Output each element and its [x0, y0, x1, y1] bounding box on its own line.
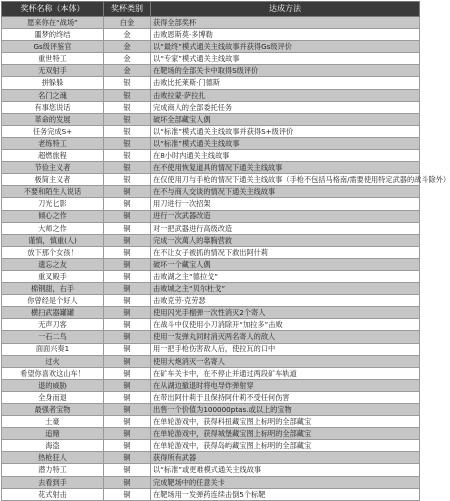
- trophy-method-cell: 击败拉蒙·萨拉扎: [151, 89, 420, 101]
- trophy-method-cell: 使用闪光手榴弹一次性消灭2个寄人: [151, 307, 420, 319]
- trophy-type-cell: 铜: [104, 295, 151, 307]
- table-row: [2, 198, 420, 210]
- trophy-name-cell: 噩梦的终结: [2, 29, 104, 41]
- trophy-method-cell: 击败恩斯莫·多博勒: [151, 29, 420, 41]
- trophy-type-cell: 银: [104, 77, 151, 89]
- trophy-type-cell: 铜: [104, 283, 151, 295]
- table-row: [2, 319, 420, 331]
- trophy-name-cell: 愿来你在“战场”: [2, 17, 104, 29]
- trophy-type-cell: 铜: [104, 319, 151, 331]
- table-row: [2, 404, 420, 416]
- trophy-method-cell: 以“标准”或更难模式通关主线故事: [151, 464, 420, 476]
- table-row: [2, 246, 420, 258]
- trophy-name-cell: 横扫武器罐罐: [2, 307, 104, 319]
- table-row: [2, 391, 420, 403]
- trophy-method-cell: 在战斗中仅使用小刀消除开“加拉多”击败: [151, 319, 420, 331]
- trophy-rows: [2, 17, 450, 501]
- trophy-type-cell: 银: [104, 150, 151, 162]
- trophy-type-cell: 铜: [104, 440, 151, 452]
- trophy-method-cell: 使用大炮消灭一名寄人: [151, 355, 420, 367]
- table-row: [2, 41, 420, 53]
- trophy-method-cell: 在单轮游戏中，获得城堡藏宝图上标明的全部藏宝: [151, 428, 420, 440]
- trophy-name-cell: 过火: [2, 355, 104, 367]
- trophy-method-cell: 用一把手枪伤害敌人后，使拉瓦的口中: [151, 343, 420, 355]
- trophy-method-cell: 在矿车关卡中，在不停止并通过两段矿车轨道: [151, 367, 420, 379]
- table-row: [2, 464, 420, 476]
- trophy-method-cell: 在靶场的全部关卡中取得S级评价: [151, 65, 420, 77]
- trophy-type-cell: 铜: [104, 331, 151, 343]
- table-row: [2, 416, 420, 428]
- table-row: [2, 234, 420, 246]
- trophy-method-cell: 对一把武器进行高级改造: [151, 222, 420, 234]
- table-row: [2, 137, 420, 149]
- table-row: [2, 258, 420, 270]
- trophy-name-cell: 退的威胁: [2, 379, 104, 391]
- trophy-type-cell: 银: [104, 89, 151, 101]
- trophy-method-cell: 完成一次萬人的靠胸营救: [151, 234, 420, 246]
- table-row: [2, 452, 420, 464]
- table-row: [2, 77, 420, 89]
- table-row: [2, 476, 420, 488]
- trophy-method-cell: 击败城之主“贝尔杜戈”: [151, 283, 420, 295]
- trophy-method-cell: 出售一个价值为100000ptas.或以上的宝物: [151, 404, 420, 416]
- trophy-type-cell: 铜: [104, 270, 151, 282]
- trophy-name-cell: 一石二鸟: [2, 331, 104, 343]
- trophy-method-cell: 用刀进行一次招架: [151, 198, 420, 210]
- trophy-name-cell: 最强者宝物: [2, 404, 104, 416]
- trophy-name-cell: Gs级评鉴官: [2, 41, 104, 53]
- table-row: [2, 295, 420, 307]
- trophy-name-cell: 花式射击: [2, 488, 104, 500]
- trophy-name-cell: 有事您说话: [2, 101, 104, 113]
- table-row: [2, 343, 420, 355]
- trophy-name-cell: 土豪: [2, 416, 104, 428]
- table-row: [2, 125, 420, 137]
- trophy-method-cell: 在不使用恢复道具的情况下通关主线故事: [151, 162, 420, 174]
- trophy-method-cell: 击败湖之主“德拉戈”: [151, 270, 420, 282]
- trophy-type-cell: 铜: [104, 488, 151, 500]
- trophy-type-cell: 银: [104, 113, 151, 125]
- trophy-name-cell: 遗忘之友: [2, 258, 104, 270]
- table-row: [2, 150, 420, 162]
- trophy-name-cell: 不要和陌生人说话: [2, 186, 104, 198]
- trophy-name-cell: 全身而退: [2, 391, 104, 403]
- trophy-type-cell: 金: [104, 53, 151, 65]
- trophy-type-cell: 铜: [104, 404, 151, 416]
- trophy-type-cell: 铜: [104, 391, 151, 403]
- trophy-type-cell: 银: [104, 174, 151, 186]
- table-row: [2, 174, 420, 186]
- table-row: [2, 29, 420, 41]
- table-row: [2, 53, 420, 65]
- trophy-table: [1, 1, 450, 501]
- table-row: [2, 270, 420, 282]
- table-row: [2, 89, 420, 101]
- trophy-name-cell: 重世特工: [2, 53, 104, 65]
- trophy-method-cell: 破坏一个藏宝人偶: [151, 258, 420, 270]
- trophy-type-cell: 铜: [104, 476, 151, 488]
- trophy-type-cell: 银: [104, 101, 151, 113]
- table-row: [2, 101, 420, 113]
- trophy-type-cell: 银: [104, 137, 151, 149]
- trophy-type-cell: 铜: [104, 367, 151, 379]
- trophy-method-cell: 在带出阿什莉于且保持阿什莉不受任何伤害: [151, 391, 420, 403]
- trophy-name-cell: 任务完成S+: [2, 125, 104, 137]
- trophy-type-cell: 铜: [104, 234, 151, 246]
- trophy-type-cell: 铜: [104, 428, 151, 440]
- trophy-method-cell: 获得所有武器: [151, 452, 420, 464]
- trophy-name-cell: 追赌: [2, 428, 104, 440]
- trophy-type-cell: 铜: [104, 307, 151, 319]
- trophy-method-cell: 在不让女子被抓的情况下救出阿什莉: [151, 246, 420, 258]
- trophy-name-cell: 节俭主义者: [2, 162, 104, 174]
- trophy-method-cell: 在不与商人交谈的情况下通关主线故事: [151, 186, 420, 198]
- trophy-method-cell: 以“最终”模式通关主线故事并获得Gs级评价: [151, 41, 420, 53]
- trophy-method-cell: 以“专家”模式通关主线故事: [151, 53, 420, 65]
- trophy-name-cell: 老练特工: [2, 137, 104, 149]
- trophy-type-cell: 铜: [104, 416, 151, 428]
- table-row: [2, 162, 420, 174]
- trophy-name-cell: 大师之作: [2, 222, 104, 234]
- trophy-type-cell: 铜: [104, 198, 151, 210]
- trophy-method-cell: 以“标准”模式通关主线故事: [151, 137, 420, 149]
- table-row: [2, 367, 420, 379]
- trophy-type-cell: 金: [104, 41, 151, 53]
- trophy-method-cell: 在从湖边撤退时将电导炸弹射穿: [151, 379, 420, 391]
- trophy-method-cell: 完成靶场中的任意关卡: [151, 476, 420, 488]
- trophy-name-cell: 面面兴奏1: [2, 343, 104, 355]
- table-row: [2, 283, 420, 295]
- trophy-name-cell: 放下那个女孩！: [2, 246, 104, 258]
- trophy-method-cell: 击败克劳·克劳瑟: [151, 295, 420, 307]
- trophy-type-cell: 白金: [104, 17, 151, 29]
- trophy-type-cell: 银: [104, 162, 151, 174]
- trophy-method-cell: 完成商人的全部委托任务: [151, 101, 420, 113]
- trophy-type-cell: 铜: [104, 379, 151, 391]
- trophy-type-cell: 金: [104, 65, 151, 77]
- trophy-name-cell: 革命的发展: [2, 113, 104, 125]
- trophy-name-cell: 去看到手: [2, 476, 104, 488]
- table-row: [2, 331, 420, 343]
- trophy-method-cell: 在仅使用刀与手枪的情况下通关主线故事（手枪不包括马格南/需要使用特定武器的战斗除外）: [151, 174, 420, 186]
- table-row: [2, 488, 420, 500]
- trophy-name-cell: 超燃旅程: [2, 150, 104, 162]
- trophy-name-cell: 海盗: [2, 440, 104, 452]
- table-row: [2, 210, 420, 222]
- trophy-type-cell: 金: [104, 29, 151, 41]
- trophy-method-cell: 在单轮游戏中，获得岛屿藏宝图上标明的全部藏宝: [151, 440, 420, 452]
- trophy-method-cell: 破坏全部藏宝人偶: [151, 113, 420, 125]
- trophy-name-cell: 无双射手: [2, 65, 104, 77]
- trophy-name-cell: 重叉殿手: [2, 270, 104, 282]
- trophy-type-cell: 铜: [104, 343, 151, 355]
- trophy-method-cell: 在单轮游戏中，获得科扭藏宝图上标明的全部藏宝: [151, 416, 420, 428]
- trophy-type-cell: 银: [104, 125, 151, 137]
- trophy-name-cell: 棉钢甜，右手: [2, 283, 104, 295]
- trophy-method-cell: 在靶场用一发弹药连续击倒5个标靶: [151, 488, 420, 500]
- trophy-type-cell: 铜: [104, 246, 151, 258]
- trophy-name-cell: 潜力特工: [2, 464, 104, 476]
- trophy-name-cell: 刀光匕影: [2, 198, 104, 210]
- trophy-method-cell: 获得全部奖杯: [151, 17, 420, 29]
- table-row: [2, 222, 420, 234]
- trophy-name-cell: 谨慎，慎重(人): [2, 234, 104, 246]
- table-row: [2, 440, 420, 452]
- trophy-name-cell: 热枪狂人: [2, 452, 104, 464]
- table-row: [2, 379, 420, 391]
- table-row: [2, 17, 420, 29]
- table-row: [2, 65, 420, 77]
- trophy-method-cell: 击败比托莱斯·门德斯: [151, 77, 420, 89]
- trophy-name-cell: 倾心之作: [2, 210, 104, 222]
- table-row: [2, 186, 420, 198]
- table-row: [2, 355, 420, 367]
- table-row: [2, 307, 420, 319]
- table-row: [2, 113, 420, 125]
- header-name: 奖杯名称（本体）: [2, 2, 104, 17]
- table-header-row: [2, 2, 420, 17]
- trophy-type-cell: 铜: [104, 222, 151, 234]
- trophy-method-cell: 以“标准”模式通关主线故事并获得S+级评价: [151, 125, 420, 137]
- trophy-type-cell: 铜: [104, 210, 151, 222]
- trophy-type-cell: 铜: [104, 355, 151, 367]
- trophy-name-cell: 名门之魂: [2, 89, 104, 101]
- header-type: 奖杯类别: [104, 2, 151, 17]
- trophy-name-cell: 极简主义者: [2, 174, 104, 186]
- trophy-type-cell: 铜: [104, 452, 151, 464]
- trophy-type-cell: 铜: [104, 258, 151, 270]
- trophy-method-cell: 使用一发弹丸同时消灭两名寄人的敌人: [151, 331, 420, 343]
- header-desc: 达成方法: [151, 2, 420, 17]
- trophy-name-cell: 拼躲躲: [2, 77, 104, 89]
- trophy-method-cell: 在8小时内通关主线故事: [151, 150, 420, 162]
- trophy-name-cell: 你曾经是个好人: [2, 295, 104, 307]
- trophy-name-cell: 无声刀客: [2, 319, 104, 331]
- trophy-type-cell: 铜: [104, 186, 151, 198]
- trophy-name-cell: 希望你喜欢这山车！: [2, 367, 104, 379]
- table-row: [2, 428, 420, 440]
- trophy-method-cell: 进行一次武器改造: [151, 210, 420, 222]
- trophy-type-cell: 铜: [104, 464, 151, 476]
